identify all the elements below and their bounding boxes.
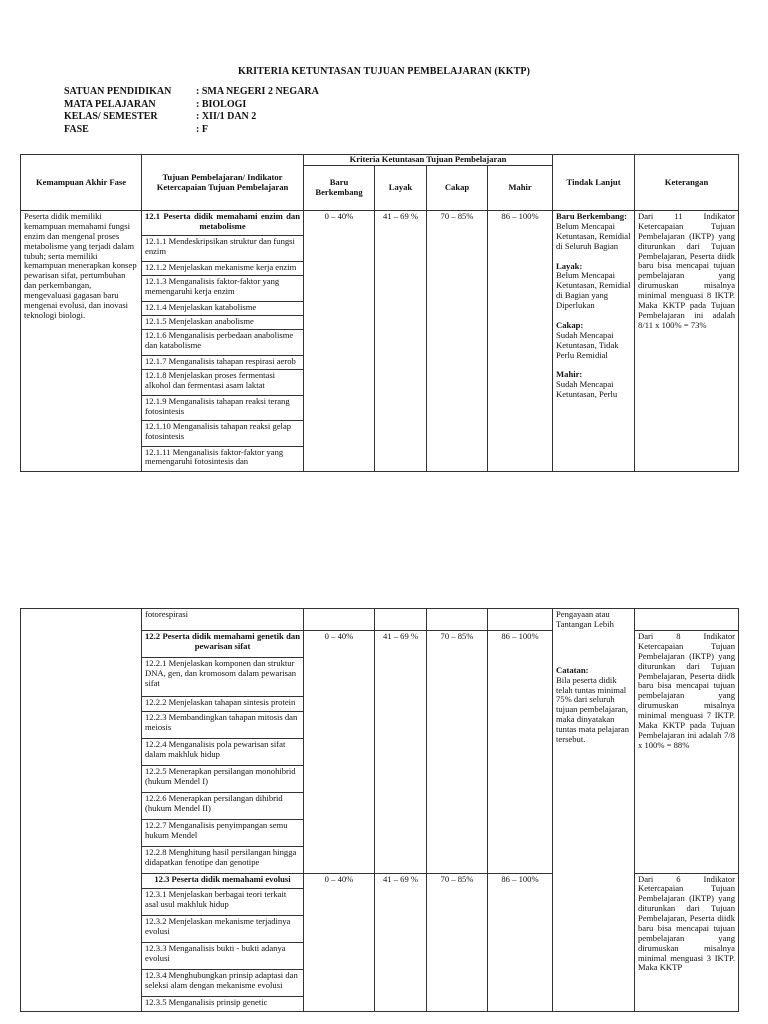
- tl-mahir-text-cont: Pengayaan atau Tantangan Lebih: [556, 609, 614, 629]
- identity-label: KELAS/ SEMESTER: [64, 111, 158, 122]
- tp-sub-item: 12.2.1 Menjelaskan komponen dan struktur DNA, gen, dan kromosom dalam pewarisan sifat: [142, 657, 304, 696]
- header-tindak-lanjut: Tindak Lanjut: [553, 155, 635, 211]
- criteria-baru: 0 – 40%: [304, 631, 375, 874]
- tindak-lanjut-cell: Baru Berkembang: Belum Mencapai Ketuntasan, Remidial di Seluruh Bagian Layak: Belum Mencapai Ketuntasan, Remidial di Bagian yang Diperlukan Cakap: Sudah Mencapai Ketuntasan, Tidak Perlu Remidial Mahir: Sudah Mencapai Ketuntasan, Perlu: [553, 211, 635, 472]
- tp-sub-item: 12.1.6 Menganalisis perbedaan anabolisme dan katabolisme: [142, 330, 304, 355]
- criteria-mahir: 86 – 100%: [488, 211, 553, 472]
- criteria-baru: 0 – 40%: [304, 873, 375, 1011]
- tp-sub-item: 12.1.4 Menjelaskan katabolisme: [142, 301, 304, 315]
- tp-main-12-2: 12.2 Peserta didik memahami genetik dan pewarisan sifat: [142, 631, 304, 658]
- tp-sub-item: 12.2.3 Membandingkan tahapan mitosis dan meiosis: [142, 711, 304, 738]
- tp-sub-item: 12.1.10 Menganalisis tahapan reaksi gelap fotosintesis: [142, 421, 304, 446]
- tp-sub-item: 12.3.4 Menghubungkan prinsip adaptasi dan seleksi alam dengan mekanisme evolusi: [142, 969, 304, 996]
- criteria-mahir: 86 – 100%: [488, 873, 553, 1011]
- tp-sub-item: 12.1.2 Menjelaskan mekanisme kerja enzim: [142, 261, 304, 275]
- header-layak: Layak: [375, 166, 427, 211]
- tp-sub-item: 12.1.7 Menganalisis tahapan respirasi aerob: [142, 355, 304, 369]
- tindak-lanjut-cont: Pengayaan atau Tantangan Lebih Catatan: Bila peserta didik telah tuntas minimal 75% dari seluruh tujuan pembelajaran, maka dinyatakan tuntas mata pelajaran tersebut.: [553, 609, 635, 1012]
- tp-sub-item: 12.1.1 Mendeskripsikan struktur dan fungsi enzim: [142, 236, 304, 261]
- identity-row-school: [64, 86, 319, 99]
- tp-sub-item: 12.2.7 Menganalisis penyimpangan semu hukum Mendel: [142, 819, 304, 846]
- header-mahir: Mahir: [488, 166, 553, 211]
- identity-row-subject: [64, 99, 319, 112]
- tl-baru-title: Baru Berkembang: [556, 211, 625, 221]
- criteria-cakap: 70 – 85%: [427, 873, 488, 1011]
- kemampuan-akhir-fase-text: Peserta didik memiliki kemampuan memahami fungsi enzim dan mengenal proses metabolisme yang terjadi dalam tubuh; serta memiliki kemampuan menerapkan konsep pewarisan sifat, pertumbuhan dan perkembangan, mengevaluasi gagasan baru mengenai evolusi, dan inovasi teknologi biologi.: [21, 211, 142, 472]
- tp-sub-item: 12.1.3 Menganalisis faktor-faktor yang memengaruhi kerja enzim: [142, 276, 304, 301]
- identity-value: : XII/1 DAN 2: [196, 111, 257, 122]
- tp-sub-item: 12.2.4 Menganalisis pola pewarisan sifat dalam makhluk hidup: [142, 738, 304, 765]
- identity-row-class: [64, 111, 319, 124]
- tp-sub-item: 12.3.3 Menganalisis bukti - bukti adanya evolusi: [142, 942, 304, 969]
- header-tujuan-pembelajaran: Tujuan Pembelajaran/ Indikator Ketercapaian Tujuan Pembelajaran: [142, 155, 304, 211]
- tp-sub-item: 12.2.8 Menghitung hasil persilangan hingga didapatkan fenotipe dan genotipe: [142, 846, 304, 873]
- keterangan-12-2: Dari 8 Indikator Ketercapaian Tujuan Pembelajaran (IKTP) yang diturunkan dari Tujuan Pembelajaran, Peserta diidk baru bisa mencapai tujuan pembelajaran yang dirumuskan misalnya minimal menguasi 7 IKTP. Maka KKTP pada Tujuan Pembelajaran ini adalah 7/8 x 100% = 88%: [635, 631, 739, 874]
- criteria-cont-empty: [375, 609, 427, 631]
- tp-sub-item: 12.3.1 Menjelaskan berbagai teori terkait asal usul makhluk hidup: [142, 888, 304, 915]
- keterangan-12-3: Dari 6 Indikator Ketercapaian Tujuan Pembelajaran (IKTP) yang diturunkan dari Tujuan Pembelajaran, Peserta diidk baru bisa mencapai tujuan pembelajaran yang dirumuskan misalnya minimal menguasi 3 IKTP. Maka KKTP: [635, 873, 739, 1011]
- tp-sub-item: 12.2.6 Menerapkan persilangan dihibrid (hukum Mendel II): [142, 792, 304, 819]
- keterangan-12-1: Dari 11 Indikator Ketercapaian Tujuan Pembelajaran (IKTP) yang diturunkan dari Tujuan Pembelajaran, Peserta diidk baru bisa mencapai tujuan pembelajaran yang dirumuskan misalnya minimal menguasi 8 IKTP. Maka KKTP pada Tujuan Pembelajaran ini adalah 8/11 x 100% = 73%: [635, 211, 739, 472]
- header-baru-berkembang: Baru Berkembang: [304, 166, 375, 211]
- kktp-table-part-1: [20, 154, 739, 472]
- tp-main-12-1: 12.1 Peserta didik memahami enzim dan metabolisme: [142, 211, 304, 236]
- tl-baru-text: Belum Mencapai Ketuntasan, Remidial di Seluruh Bagian: [556, 220, 631, 251]
- header-kemampuan-akhir-fase: Kemampuan Akhir Fase: [21, 155, 142, 211]
- tp-sub-item: 12.3.2 Menjelaskan mekanisme terjadinya evolusi: [142, 915, 304, 942]
- header-keterangan: Keterangan: [635, 155, 739, 211]
- identity-block: [64, 86, 319, 136]
- tp-sub-item: 12.1.11 Menganalisis faktor-faktor yang memengaruhi fotosintesis dan: [142, 446, 304, 471]
- identity-value: : F: [196, 123, 208, 135]
- criteria-cakap: 70 – 85%: [427, 211, 488, 472]
- tl-cakap-text: Sudah Mencapai Ketuntasan, Tidak Perlu Remidial: [556, 329, 619, 360]
- identity-label: FASE: [64, 123, 89, 135]
- tp-continuation: fotorespirasi: [142, 609, 304, 631]
- page-title: KRITERIA KETUNTASAN TUJUAN PEMBELAJARAN (KKTP): [237, 66, 531, 77]
- tl-mahir-title: Mahir: [556, 369, 580, 380]
- tp-sub-item: 12.3.5 Menganalisis prinsip genetic: [142, 996, 304, 1011]
- tl-cakap-title: Cakap: [556, 319, 581, 330]
- identity-label: SATUAN PENDIDIKAN: [64, 86, 172, 97]
- tl-catatan-text: Bila peserta didik telah tuntas minimal 75% dari seluruh tujuan pembelajaran, maka dinyatakan tuntas mata pelajaran tersebut.: [556, 674, 630, 744]
- criteria-cont-empty: [427, 609, 488, 631]
- criteria-layak: 41 – 69 %: [375, 873, 427, 1011]
- criteria-mahir: 86 – 100%: [488, 631, 553, 874]
- criteria-layak: 41 – 69 %: [375, 631, 427, 874]
- identity-value: : SMA NEGERI 2 NEGARA: [196, 86, 319, 97]
- kktp-table-part-2: [20, 608, 739, 1012]
- identity-value: : BIOLOGI: [196, 98, 247, 110]
- keterangan-cont-empty: [635, 609, 739, 631]
- tl-layak-text: Belum Mencapai Ketuntasan, Remidial di Bagian yang Diperlukan: [556, 270, 631, 310]
- tp-sub-item: 12.1.5 Menjelaskan anabolisme: [142, 316, 304, 330]
- criteria-layak: 41 – 69 %: [375, 211, 427, 472]
- tp-sub-item: 12.2.5 Menerapkan persilangan monohibrid (hukum Mendel I): [142, 765, 304, 792]
- tl-layak-title: Layak: [556, 260, 580, 271]
- tl-catatan-title: Catatan: [556, 664, 586, 675]
- kemampuan-akhir-fase-cont: [21, 609, 142, 1012]
- criteria-cakap: 70 – 85%: [427, 631, 488, 874]
- tp-sub-item: 12.2.2 Menjelaskan tahapan sintesis protein: [142, 696, 304, 711]
- criteria-cont-empty: [488, 609, 553, 631]
- identity-row-phase: [64, 124, 319, 137]
- tp-main-12-3: 12.3 Peserta didik memahami evolusi: [142, 873, 304, 888]
- tp-sub-item: 12.1.8 Menjelaskan proses fermentasi alkohol dan fermentasi asam laktat: [142, 370, 304, 395]
- criteria-baru: 0 – 40%: [304, 211, 375, 472]
- header-cakap: Cakap: [427, 166, 488, 211]
- tp-sub-item: 12.1.9 Menganalisis tahapan reaksi terang fotosintesis: [142, 395, 304, 420]
- tl-mahir-text: Sudah Mencapai Ketuntasan, Perlu: [556, 379, 618, 400]
- header-kktp: Kriteria Ketuntasan Tujuan Pembelajaran: [304, 155, 553, 166]
- criteria-cont-empty: [304, 609, 375, 631]
- identity-label: MATA PELAJARAN: [64, 98, 156, 110]
